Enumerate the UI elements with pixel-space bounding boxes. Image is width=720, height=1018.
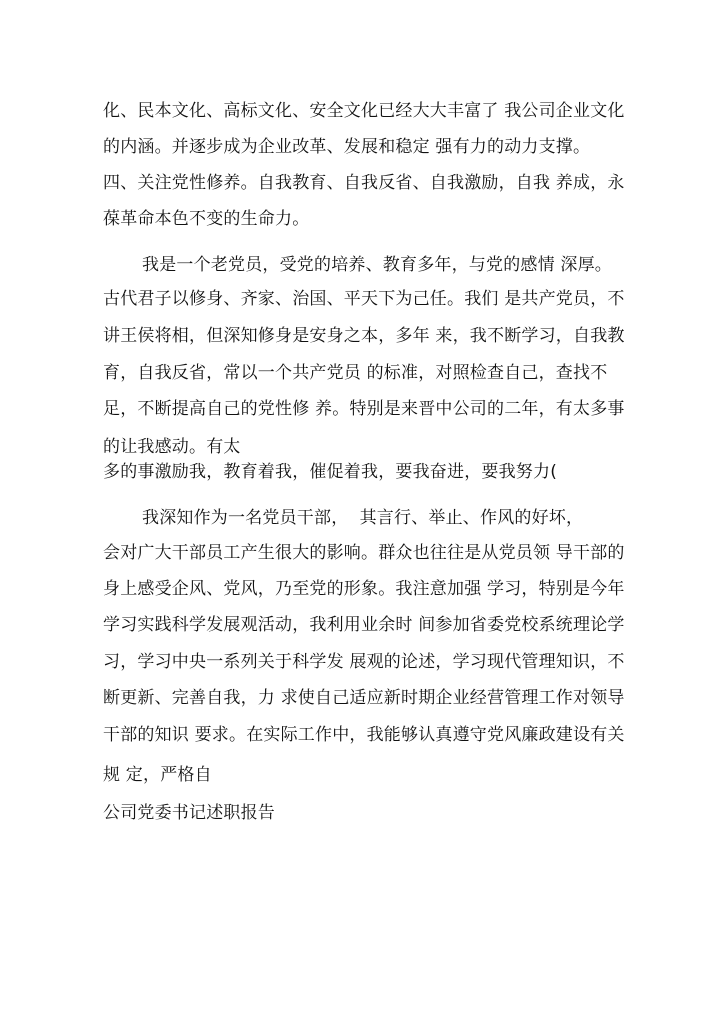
text-line: 学习实践科学发展观活动，我利用业余时 间参加省委党校系统理论学 (103, 615, 625, 635)
text-line: 古代君子以修身、齐家、治国、平天下为己任。我们 是共产党员，不 (103, 289, 625, 309)
text-line: 身上感受企风、党风，乃至党的形象。我注意加强 学习，特别是今年 (103, 579, 625, 599)
text-line: 化、民本文化、高标文化、安全文化已经大大丰富了 我公司企业文化 (103, 101, 625, 121)
text-line: 会对广大干部员工产生很大的影响。群众也往往是从党员领 导干部的 (103, 543, 625, 563)
text-line: 干部的知识 要求。在实际工作中，我能够认真遵守党风廉政建设有关 (103, 725, 625, 745)
text-line: 的让我感动。有太 (103, 437, 241, 457)
text-line: 讲王侯将相，但深知修身是安身之本，多年 来，我不断学习，自我教 (103, 326, 625, 346)
text-line: 育，自我反省，常以一个共产党员 的标准，对照检查自己，查找不 (103, 363, 608, 383)
paragraph-first-line: 我深知作为一名党员干部， 其言行、举止、作风的好坏， (142, 508, 584, 528)
text-line: 足，不断提高自己的党性修 养。特别是来晋中公司的二年，有太多事 (103, 399, 625, 419)
document-footer-title: 公司党委书记述职报告 (103, 803, 275, 823)
text-line: 习，学习中央一系列关于科学发 展观的论述，学习现代管理知识，不 (103, 652, 625, 672)
text-line: 多的事激励我，教育着我，催促着我，要我奋进，要我努力( (103, 462, 558, 482)
text-line: 葆革命本色不变的生命力。 (103, 209, 310, 229)
text-line: 规 定，严格自 (103, 765, 212, 785)
text-line: 的内涵。并逐步成为企业改革、发展和稳定 强有力的动力支撑。 (103, 137, 591, 157)
text-line: 四、关注党性修养。自我教育、自我反省、自我激励，自我 养成，永 (103, 173, 625, 193)
paragraph-first-line: 我是一个老党员，受党的培养、教育多年，与党的感情 深厚。 (142, 255, 613, 275)
text-line: 断更新、完善自我，力 求使自己适应新时期企业经营管理工作对领导 (103, 688, 625, 708)
